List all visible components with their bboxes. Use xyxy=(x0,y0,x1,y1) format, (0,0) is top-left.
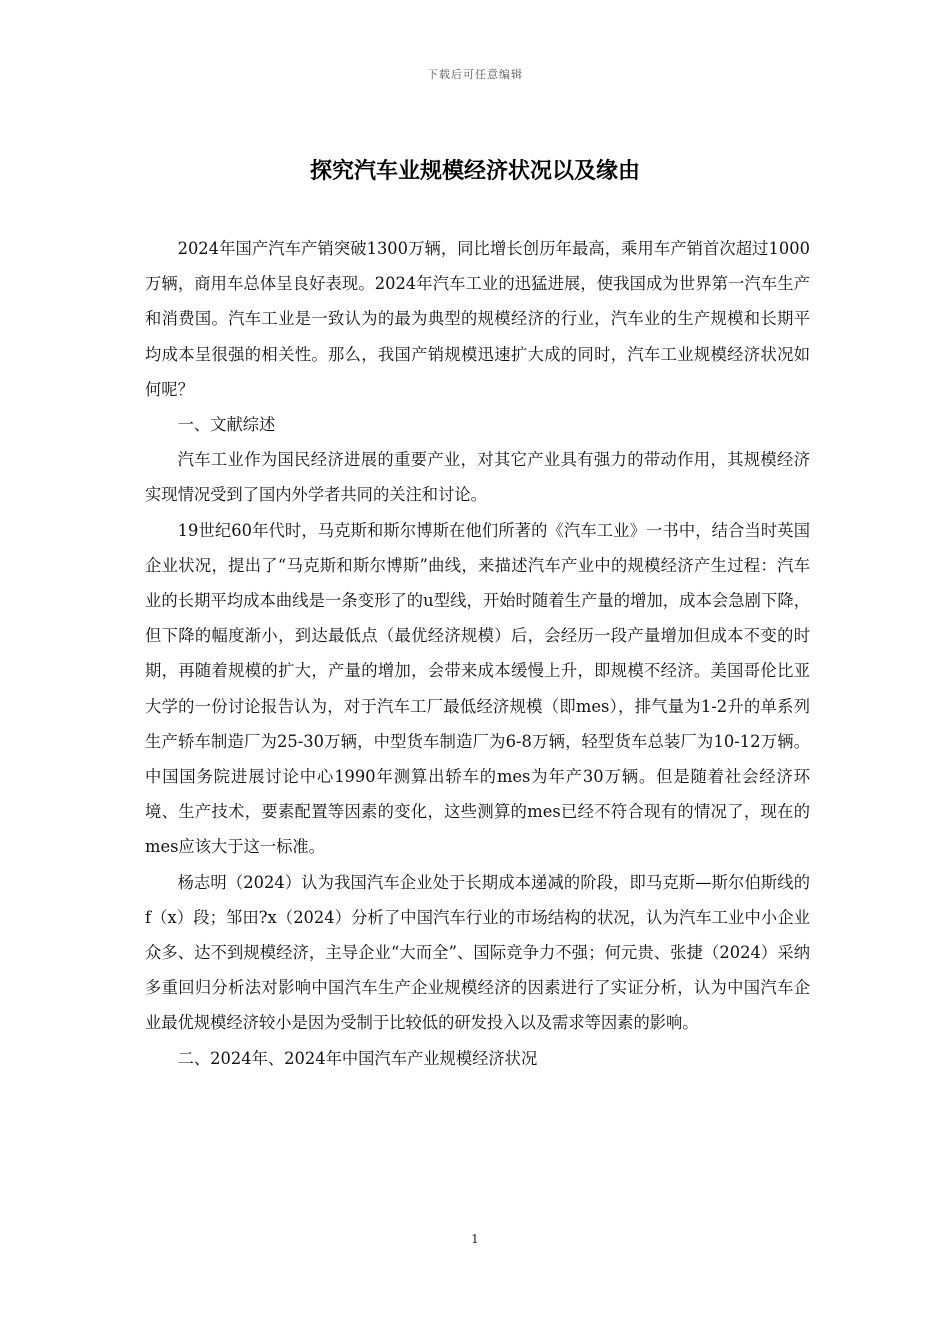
section-heading-industry-status: 二、2024年、2024年中国汽车产业规模经济状况 xyxy=(177,1048,538,1068)
paragraph-intro: 2024年国产汽车产销突破1300万辆，同比增长创历年最高，乘用车产销首次超过1000万辆，商用车总体呈良好表现。2024年汽车工业的迅猛进展，使我国成为世界第一汽车生产和消费国。汽车工业是一致认为的最为典型的规模经济的行业，汽车业的生产规模和长期平均成本呈很强的相关性。那么，我国产销规模迅速扩大成的同时，汽车工业规模经济状况如何呢？ xyxy=(145,239,810,399)
page-header-note: 下载后可任意编辑 xyxy=(427,68,523,81)
document-title: 探究汽车业规模经济状况以及缘由 xyxy=(309,159,640,184)
paragraph-domestic-studies: 杨志明（2024）认为我国汽车企业处于长期成本递减的阶段，即马克斯—斯尔伯斯线的f（x）段；邹田?x（2024）分析了中国汽车行业的市场结构的状况，认为汽车工业中小企业众多、达不到规模经济，主导企业“大而全”、国际竞争力不强；何元贵、张捷（2024）采纳多重回归分析法对影响中国汽车生产企业规模经济的因素进行了实证分析，认为中国汽车企业最优规模经济较小是因为受制于比较低的研发投入以及需求等因素的影响。 xyxy=(145,872,810,1033)
paragraph-maxcy-silberston: 19世纪60年代时，马克斯和斯尔博斯在他们所著的《汽车工业》一书中，结合当时英国企业状况，提出了“马克斯和斯尔博斯”曲线，来描述汽车产业中的规模经济产生过程：汽车业的长期平均成本曲线是一条变形了的u型线，开始时随着生产量的增加，成本会急剧下降，但下降的幅度渐小，到达最低点（最优经济规模）后，会经历一段产量增加但成本不变的时期，再随着规模的扩大，产量的增加，会带来成本缓慢上升，即规模不经济。美国哥伦比亚大学的一份讨论报告认为，对于汽车工厂最低经济规模（即mes），排气量为1-2升的单系列生产轿车制造厂为25-30万辆，中型货车制造厂为6-8万辆，轻型货车总装厂为10-12万辆。中国国务院进展讨论中心1990年测算出轿车的mes为年产30万辆。但是随着社会经济环境、生产技术，要素配置等因素的变化，这些测算的mes已经不符合现有的情况了，现在的mes应该大于这一标准。 xyxy=(145,520,810,857)
document-body xyxy=(145,231,810,1076)
paragraph-literature-overview: 汽车工业作为国民经济进展的重要产业，对其它产业具有强力的带动作用，其规模经济实现情况受到了国内外学者共同的关注和讨论。 xyxy=(145,450,810,505)
page-number: 1 xyxy=(471,1232,479,1246)
section-heading-literature-review: 一、文献综述 xyxy=(177,415,276,435)
